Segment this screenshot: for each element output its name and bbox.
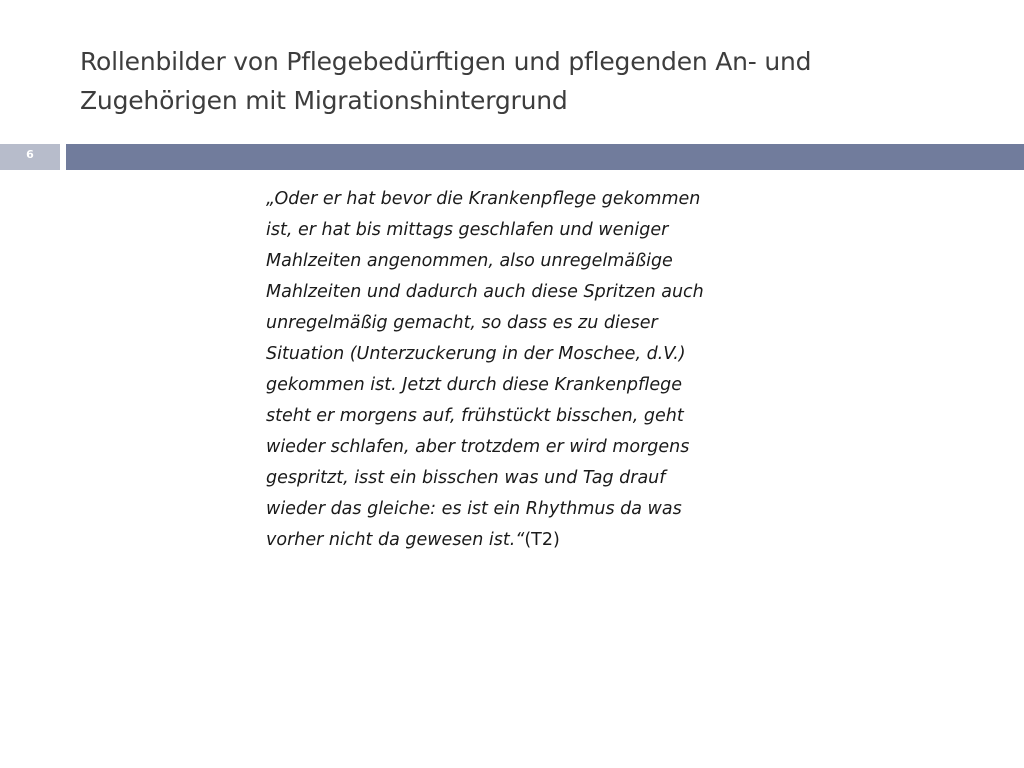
- slide-title-line-1: Rollenbilder von Pflegebedürftigen und pflegenden An- und: [80, 47, 812, 76]
- interview-quote: [266, 184, 786, 556]
- quote-last-line: [266, 525, 786, 556]
- quote-line: „Oder er hat bevor die Krankenpflege gekommen: [266, 189, 701, 209]
- quote-line: Mahlzeiten und dadurch auch diese Spritzen auch: [266, 282, 704, 302]
- quote-line: wieder das gleiche: es ist ein Rhythmus da was: [266, 499, 682, 519]
- quote-line: wieder schlafen, aber trotzdem er wird morgens: [266, 437, 690, 457]
- quote-line: Mahlzeiten angenommen, also unregelmäßige: [266, 251, 673, 271]
- quote-line: ist, er hat bis mittags geschlafen und weniger: [266, 220, 669, 240]
- quote-line: gespritzt, isst ein bisschen was und Tag drauf: [266, 468, 666, 488]
- quote-line: steht er morgens auf, frühstückt bisschen, geht: [266, 406, 684, 426]
- slide-title: [80, 42, 980, 120]
- quote-source: (T2): [524, 530, 560, 550]
- quote-line: Situation (Unterzuckerung in der Moschee, d.V.): [266, 344, 686, 364]
- header-accent-bar: [66, 144, 1024, 170]
- quote-line: gekommen ist. Jetzt durch diese Krankenpflege: [266, 375, 682, 395]
- slide-number: 6: [26, 148, 34, 161]
- quote-line: vorher nicht da gewesen ist.“: [266, 530, 525, 550]
- slide-title-line-2: Zugehörigen mit Migrationshintergrund: [80, 86, 568, 115]
- quote-line: unregelmäßig gemacht, so dass es zu dieser: [266, 313, 658, 333]
- slide-number-badge: [0, 144, 60, 170]
